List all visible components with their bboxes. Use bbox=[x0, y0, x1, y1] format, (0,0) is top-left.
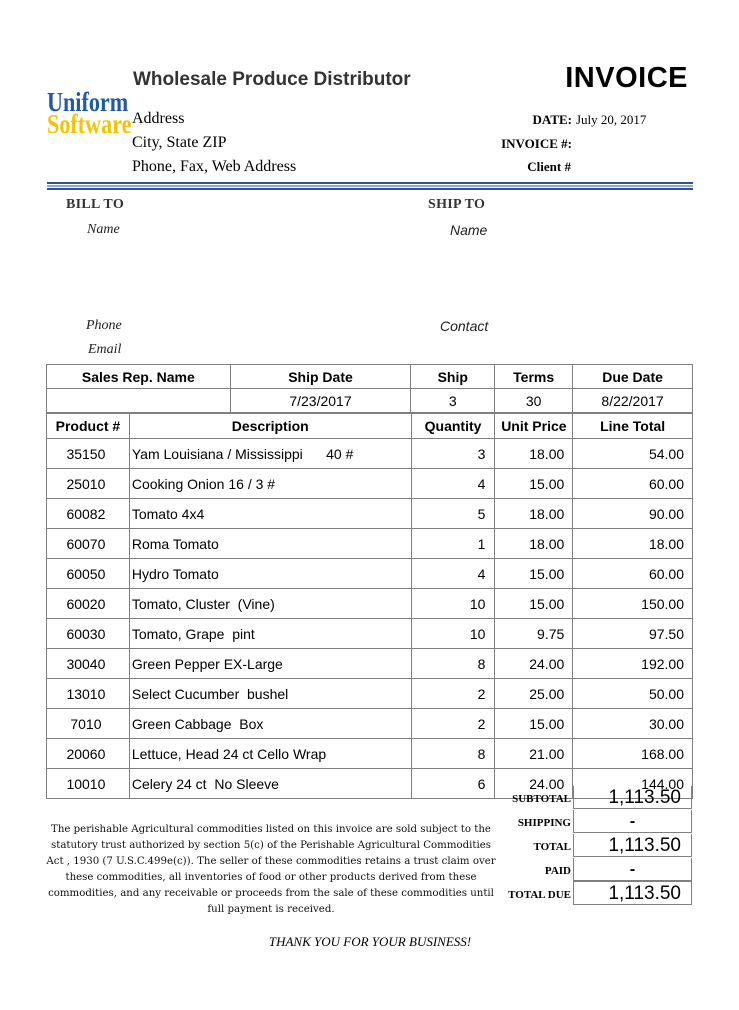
quantity[interactable]: 6 bbox=[411, 769, 495, 799]
product-number[interactable]: 25010 bbox=[47, 469, 130, 499]
header-divider bbox=[47, 182, 693, 190]
line-total: 60.00 bbox=[573, 469, 693, 499]
unit-price-header: Unit Price bbox=[495, 414, 573, 439]
paid-value[interactable]: - bbox=[573, 858, 692, 881]
description[interactable]: Roma Tomato bbox=[129, 529, 411, 559]
description[interactable]: Celery 24 ct No Sleeve bbox=[129, 769, 411, 799]
quantity[interactable]: 10 bbox=[411, 619, 495, 649]
quantity[interactable]: 8 bbox=[411, 649, 495, 679]
quantity[interactable]: 4 bbox=[411, 559, 495, 589]
description[interactable]: Green Pepper EX-Large bbox=[129, 649, 411, 679]
unit-price[interactable]: 24.00 bbox=[495, 769, 573, 799]
table-row bbox=[47, 649, 693, 679]
bill-to-name-label: Name bbox=[87, 222, 120, 237]
product-number-header: Product # bbox=[47, 414, 130, 439]
description[interactable]: Hydro Tomato bbox=[129, 559, 411, 589]
logo-line-1: Uniform bbox=[47, 87, 129, 117]
quantity[interactable]: 10 bbox=[411, 589, 495, 619]
quantity[interactable]: 1 bbox=[411, 529, 495, 559]
shipping-label: SHIPPING bbox=[517, 817, 571, 829]
ship-value[interactable]: 3 bbox=[411, 389, 495, 413]
quantity[interactable]: 2 bbox=[411, 709, 495, 739]
order-info-values-row bbox=[47, 389, 693, 413]
description[interactable]: Tomato 4x4 bbox=[129, 499, 411, 529]
line-total: 60.00 bbox=[573, 559, 693, 589]
bill-to-email-label: Email bbox=[88, 342, 122, 357]
order-info-header-row bbox=[47, 365, 693, 389]
line-total: 150.00 bbox=[573, 589, 693, 619]
total-label: TOTAL bbox=[533, 841, 571, 853]
unit-price[interactable]: 18.00 bbox=[495, 499, 573, 529]
table-row bbox=[47, 679, 693, 709]
bill-to-heading: BILL TO bbox=[66, 197, 125, 212]
unit-price[interactable]: 15.00 bbox=[495, 559, 573, 589]
company-name: Wholesale Produce Distributor bbox=[133, 69, 411, 90]
table-row bbox=[47, 739, 693, 769]
table-row bbox=[47, 529, 693, 559]
unit-price[interactable]: 15.00 bbox=[495, 589, 573, 619]
line-total: 90.00 bbox=[573, 499, 693, 529]
description[interactable]: Green Cabbage Box bbox=[129, 709, 411, 739]
subtotal-value: 1,113.50 bbox=[573, 786, 692, 809]
ship-header: Ship bbox=[411, 365, 495, 389]
unit-price[interactable]: 21.00 bbox=[495, 739, 573, 769]
unit-price[interactable]: 9.75 bbox=[495, 619, 573, 649]
unit-price[interactable]: 24.00 bbox=[495, 649, 573, 679]
description[interactable]: Lettuce, Head 24 ct Cello Wrap bbox=[129, 739, 411, 769]
client-number-label: Client # bbox=[527, 159, 571, 174]
quantity[interactable]: 8 bbox=[411, 739, 495, 769]
quantity[interactable]: 2 bbox=[411, 679, 495, 709]
product-number[interactable]: 60082 bbox=[47, 499, 130, 529]
total-value: 1,113.50 bbox=[573, 834, 692, 857]
table-row bbox=[47, 709, 693, 739]
paid-row bbox=[495, 858, 693, 882]
description-header: Description bbox=[129, 414, 411, 439]
line-total: 97.50 bbox=[573, 619, 693, 649]
quantity-header: Quantity bbox=[411, 414, 495, 439]
thank-you-message: THANK YOU FOR YOUR BUSINESS! bbox=[268, 934, 472, 949]
shipping-value[interactable]: - bbox=[573, 810, 692, 833]
line-total: 168.00 bbox=[573, 739, 693, 769]
product-number[interactable]: 30040 bbox=[47, 649, 130, 679]
ship-to-name-label: Name bbox=[450, 222, 488, 238]
subtotal-label: SUBTOTAL bbox=[512, 793, 571, 805]
company-contact-line: Phone, Fax, Web Address bbox=[132, 158, 297, 175]
subtotal-row bbox=[495, 786, 693, 810]
description[interactable]: Tomato, Grape pint bbox=[129, 619, 411, 649]
line-total: 144.00 bbox=[573, 769, 693, 799]
product-number[interactable]: 60020 bbox=[47, 589, 130, 619]
table-row bbox=[47, 559, 693, 589]
product-number[interactable]: 20060 bbox=[47, 739, 130, 769]
table-row bbox=[47, 469, 693, 499]
description[interactable]: Yam Louisiana / Mississippi 40 # bbox=[129, 439, 411, 469]
description[interactable]: Select Cucumber bushel bbox=[129, 679, 411, 709]
shipping-row bbox=[495, 810, 693, 834]
unit-price[interactable]: 18.00 bbox=[495, 439, 573, 469]
product-number[interactable]: 60070 bbox=[47, 529, 130, 559]
due-date-header: Due Date bbox=[573, 365, 693, 389]
line-total: 54.00 bbox=[573, 439, 693, 469]
paca-trust-disclaimer: The perishable Agricultural commodities listed on this invoice are sold subject to the statutory trust authorized by section 5(c) of the Perishable Agricultural Commodities Act , 1930 (7 U.S.C.499e(c)). The seller of these commodities retains a trust claim over these commodities, all inventories of food or other products derived from these commodities, and any receivable or proceeds from the sale of these commodities until full payment is received. bbox=[46, 824, 496, 915]
terms-header: Terms bbox=[495, 365, 573, 389]
quantity[interactable]: 4 bbox=[411, 469, 495, 499]
product-number[interactable]: 60050 bbox=[47, 559, 130, 589]
date-label: DATE: bbox=[532, 112, 572, 127]
date-value: July 20, 2017 bbox=[576, 112, 647, 127]
product-number[interactable]: 35150 bbox=[47, 439, 130, 469]
bill-to-phone-label: Phone bbox=[86, 318, 122, 333]
line-items-table bbox=[46, 413, 693, 799]
table-row bbox=[47, 589, 693, 619]
product-number[interactable]: 10010 bbox=[47, 769, 130, 799]
sales-rep-header: Sales Rep. Name bbox=[47, 365, 231, 389]
quantity[interactable]: 3 bbox=[411, 439, 495, 469]
line-total: 30.00 bbox=[573, 709, 693, 739]
table-row bbox=[47, 619, 693, 649]
quantity[interactable]: 5 bbox=[411, 499, 495, 529]
total-row bbox=[495, 834, 693, 858]
product-number[interactable]: 60030 bbox=[47, 619, 130, 649]
due-date-value[interactable]: 8/22/2017 bbox=[573, 389, 693, 413]
unit-price[interactable]: 15.00 bbox=[495, 469, 573, 499]
product-number[interactable]: 7010 bbox=[47, 709, 130, 739]
description[interactable]: Cooking Onion 16 / 3 # bbox=[129, 469, 411, 499]
document-title: INVOICE bbox=[565, 62, 688, 94]
unit-price[interactable]: 18.00 bbox=[495, 529, 573, 559]
order-info-table bbox=[46, 364, 693, 413]
table-row bbox=[47, 439, 693, 469]
terms-value[interactable]: 30 bbox=[495, 389, 573, 413]
logo-line-2: Software bbox=[47, 109, 132, 139]
product-number[interactable]: 13010 bbox=[47, 679, 130, 709]
line-total: 50.00 bbox=[573, 679, 693, 709]
ship-date-value[interactable]: 7/23/2017 bbox=[230, 389, 411, 413]
line-total-header: Line Total bbox=[573, 414, 693, 439]
line-items-header-row bbox=[47, 414, 693, 439]
company-logo bbox=[47, 87, 132, 139]
total-due-label: TOTAL DUE bbox=[508, 889, 571, 901]
total-due-row bbox=[495, 882, 693, 906]
ship-to-contact-label: Contact bbox=[440, 318, 489, 334]
ship-to-heading: SHIP TO bbox=[428, 197, 486, 212]
ship-date-header: Ship Date bbox=[230, 365, 411, 389]
line-total: 192.00 bbox=[573, 649, 693, 679]
unit-price[interactable]: 25.00 bbox=[495, 679, 573, 709]
company-address: Address bbox=[132, 110, 185, 127]
line-total: 18.00 bbox=[573, 529, 693, 559]
company-city-state-zip: City, State ZIP bbox=[132, 134, 227, 151]
paid-label: PAID bbox=[544, 865, 571, 877]
total-due-value: 1,113.50 bbox=[573, 881, 692, 905]
unit-price[interactable]: 15.00 bbox=[495, 709, 573, 739]
table-row bbox=[47, 499, 693, 529]
invoice-number-label: INVOICE #: bbox=[501, 136, 572, 151]
description[interactable]: Tomato, Cluster (Vine) bbox=[129, 589, 411, 619]
sales-rep-value[interactable] bbox=[47, 389, 231, 413]
